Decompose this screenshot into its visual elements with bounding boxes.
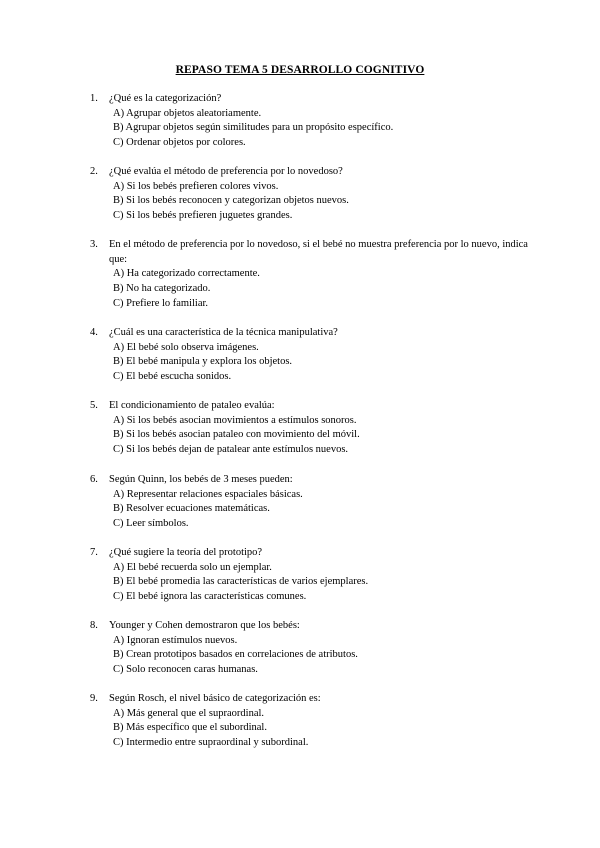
question-text: ¿Qué es la categorización? xyxy=(109,93,222,104)
option-a: A) Si los bebés prefieren colores vivos. xyxy=(113,180,279,192)
option-a: A) Más general que el supraordinal. xyxy=(113,707,265,719)
option-c: C) Leer símbolos. xyxy=(113,518,189,530)
question-text: ¿Qué evalúa el método de preferencia por lo novedoso? xyxy=(109,166,343,177)
option-c: C) Prefiere lo familiar. xyxy=(113,297,209,309)
option-a: A) Representar relaciones espaciales básicas. xyxy=(113,488,303,500)
question-5 xyxy=(90,399,540,458)
page-title: REPASO TEMA 5 DESARROLLO COGNITIVO xyxy=(175,64,425,76)
option-b: B) El bebé manipula y explora los objetos. xyxy=(113,356,293,368)
question-text: En el método de preferencia por lo novedoso, si el bebé no muestra preferencia por lo nuevo, indica que: xyxy=(109,239,528,265)
option-b: B) Crean prototipos basados en correlaciones de atributos. xyxy=(113,649,358,661)
question-8 xyxy=(90,619,540,678)
option-a: A) Agrupar objetos aleatoriamente. xyxy=(113,107,262,119)
option-a: A) El bebé recuerda solo un ejemplar. xyxy=(113,561,272,573)
question-text: ¿Qué sugiere la teoría del prototipo? xyxy=(109,547,263,558)
option-a: A) El bebé solo observa imágenes. xyxy=(113,341,259,353)
question-number: 9. xyxy=(90,693,98,704)
question-2 xyxy=(90,165,540,224)
question-number: 6. xyxy=(90,474,98,485)
question-7 xyxy=(90,546,540,605)
question-6 xyxy=(90,473,540,532)
question-number: 7. xyxy=(90,547,98,558)
question-number: 4. xyxy=(90,327,98,338)
question-number: 1. xyxy=(90,93,98,104)
question-text: El condicionamiento de pataleo evalúa: xyxy=(109,400,275,411)
option-b: B) Resolver ecuaciones matemáticas. xyxy=(113,503,270,515)
question-9 xyxy=(90,692,540,751)
option-b: B) Más específico que el subordinal. xyxy=(113,722,267,734)
question-number: 3. xyxy=(90,239,98,250)
question-number: 2. xyxy=(90,166,98,177)
option-c: C) Solo reconocen caras humanas. xyxy=(113,664,258,676)
question-text: Según Rosch, el nivel básico de categorización es: xyxy=(109,693,321,704)
option-a: A) Si los bebés asocian movimientos a estímulos sonoros. xyxy=(113,414,357,426)
question-text: Según Quinn, los bebés de 3 meses pueden: xyxy=(109,474,293,485)
option-a: A) Ignoran estímulos nuevos. xyxy=(113,634,238,646)
option-c: C) El bebé escucha sonidos. xyxy=(113,371,232,383)
question-text: ¿Cuál es una característica de la técnica manipulativa? xyxy=(109,327,338,338)
option-b: B) El bebé promedia las características de varios ejemplares. xyxy=(113,576,369,588)
option-b: B) Si los bebés reconocen y categorizan objetos nuevos. xyxy=(113,195,349,207)
question-text: Younger y Cohen demostraron que los bebés: xyxy=(109,620,300,631)
option-c: C) El bebé ignora las características comunes. xyxy=(113,591,307,603)
option-b: B) No ha categorizado. xyxy=(113,283,211,295)
option-c: C) Ordenar objetos por colores. xyxy=(113,137,246,149)
question-3 xyxy=(90,238,540,312)
option-b: B) Si los bebés asocian pataleo con movimiento del móvil. xyxy=(113,429,360,441)
question-number: 8. xyxy=(90,620,98,631)
question-1 xyxy=(90,92,540,151)
option-c: C) Si los bebés prefieren juguetes grandes. xyxy=(113,210,293,222)
question-4 xyxy=(90,326,540,385)
option-a: A) Ha categorizado correctamente. xyxy=(113,268,260,280)
option-b: B) Agrupar objetos según similitudes para un propósito específico. xyxy=(113,122,394,134)
option-c: C) Si los bebés dejan de patalear ante estímulos nuevos. xyxy=(113,444,349,456)
question-number: 5. xyxy=(90,400,98,411)
option-c: C) Intermedio entre supraordinal y subordinal. xyxy=(113,737,309,749)
